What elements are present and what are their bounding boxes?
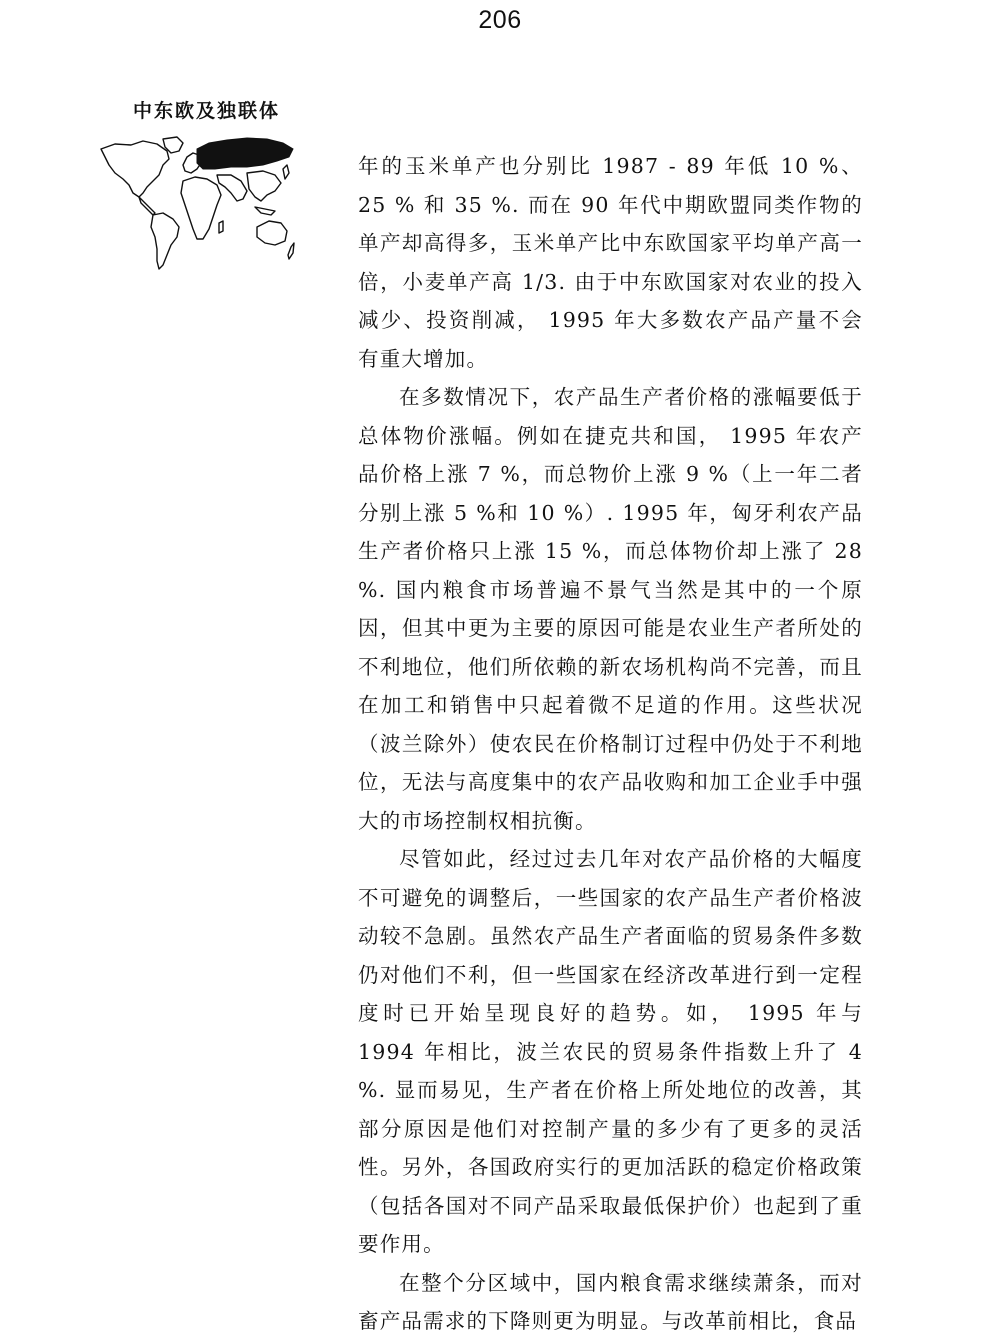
paragraph: 年的玉米单产也分别比 1987 - 89 年低 10 %、 25 % 和 35 %. 而在 90 年代中期欧盟同类作物的单产却高得多，玉米单产比中东欧国家平均单产高一倍，小麦单产高 1/3. 由于中东欧国家对农业的投入减少、投资削减， 1995 年大多数农产品产量不会有重大增加。 [358,154,863,371]
paragraph: 在整个分区域中，国内粮食需求继续萧条，而对畜产品需求的下降则更为明显。与改革前相比，食品 [358,1270,863,1333]
paragraph: 尽管如此，经过过去几年对农产品价格的大幅度不可避免的调整后，一些国家的农产品生产者价格波动较不急剧。虽然农产品生产者面临的贸易条件多数仍对他们不利，但一些国家在经济改革进行到一定程度时已开始呈现良好的趋势。如， 1995 年与 1994 年相比，波兰农民的贸易条件指数上升了 4 %. 显而易见，生产者在价格上所处地位的改善，其部分原因是他们对控制产量的多少有了更多的灵活性。另外，各国政府实行的更加活跃的稳定价格政策（包括各国对不同产品采取最低保护价）也起到了重要作用。 [358,847,863,1256]
section-heading: 中东欧及独联体 [133,100,281,122]
page-number: 206 [478,6,522,34]
paragraph: 在多数情况下，农产品生产者价格的涨幅要低于总体物价涨幅。例如在捷克共和国， 1995 年农产品价格上涨 7 %，而总物价上涨 9 %（上一年二者分别上涨 5 %和 10 %）. 1995 年，匈牙利农产品生产者价格只上涨 15 %，而总体物价却上涨了 28 %. 国内粮食市场普遍不景气当然是其中的一个原因，但其中更为主要的原因可能是农业生产者所处的不利地位，他们所依赖的新农场机构尚不完善，而且在加工和销售中只起着微不足道的作用。这些状况（波兰除外）使农民在价格制订过程中仍处于不利地位，无法与高度集中的农产品收购和加工企业手中强大的市场控制权相抗衡。 [358,385,863,833]
body-text [358,147,863,1341]
highlight-region [197,138,293,169]
world-map-icon [97,135,297,271]
